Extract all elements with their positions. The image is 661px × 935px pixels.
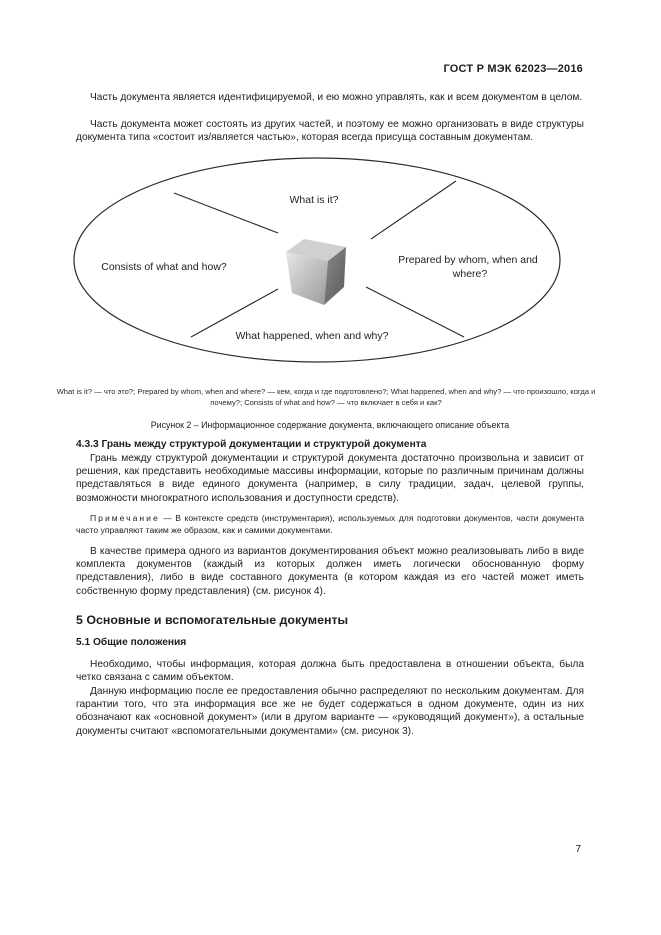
figure-legend: What is it? — что это?; Prepared by whom, when and where? — кем, когда и где подготовлено?; What happened, when and why? — что произошло, когда и почему?; Consists of what and how? — что включает в себя и как? bbox=[56, 387, 596, 407]
note-text: — В контексте средств (инструментария), используемых для подготовки документов, части документа часто управляют таким же образом, как и самими документами. bbox=[76, 513, 584, 535]
object-cube-icon bbox=[286, 239, 346, 305]
label-consists-of: Consists of what and how? bbox=[101, 261, 227, 273]
intro-paragraph-1: Часть документа является идентифицируемой, и ею можно управлять, как и всем документом в целом. bbox=[90, 92, 583, 103]
section-4-3-3-paragraph-1: Грань между структурой документации и структурой документа достаточно произвольна и зависит от решения, как представить необходимые массивы информации, которые по различным причинам должны представляться в виде единого документа (например, в силу традиции, задач, целевой группы, возможности многократного использования и доступности средств). bbox=[76, 453, 584, 504]
section-5-1-heading: 5.1 Общие положения bbox=[76, 637, 187, 648]
page-number: 7 bbox=[575, 844, 581, 855]
divider-top-left bbox=[174, 193, 278, 233]
section-5-1-paragraph-1: Необходимо, чтобы информация, которая должна быть предоставлена в отношении объекта, была четко связана с самим объектом. bbox=[76, 659, 584, 684]
section-4-3-3-paragraph-2: В качестве примера одного из вариантов документирования объект можно реализовывать либо в виде комплекта документов (каждый из которых должен иметь логически обоснованную форму представления), либо в виде составного документа (в котором каждая из его частей может иметь собственную форму представления) (см. рисунок 4). bbox=[76, 546, 584, 597]
standard-header: ГОСТ Р МЭК 62023—2016 bbox=[443, 63, 583, 75]
label-prepared-by-1: Prepared by whom, when and bbox=[398, 254, 538, 266]
figure-caption: Рисунок 2 – Информационное содержание документа, включающего описание объекта bbox=[150, 420, 510, 430]
section-4-3-3-heading: 4.3.3 Грань между структурой документации и структурой документа bbox=[76, 439, 427, 450]
label-what-is-it: What is it? bbox=[289, 194, 339, 206]
intro-paragraph-2: Часть документа может состоять из других частей, и поэтому ее можно организовать в виде структуры документа типа «состоит из/является частью», которая всегда присуща составным документам. bbox=[76, 119, 584, 144]
label-what-happened: What happened, when and why? bbox=[235, 330, 389, 342]
divider-top-right bbox=[371, 181, 456, 239]
label-prepared-by-2: where? bbox=[452, 268, 488, 280]
note bbox=[76, 512, 584, 536]
information-content-diagram bbox=[66, 157, 586, 379]
note-label: Примечание bbox=[90, 513, 160, 523]
section-5-heading: 5 Основные и вспомогательные документы bbox=[76, 613, 349, 627]
section-5-1-paragraph-2: Данную информацию после ее предоставления обычно распределяют по нескольким документам. Для гарантии того, что эта информация все же не будет содержаться в одном документе, один из них обозначают как «основной документ» (или в другом варианте — «руководящий документ»), а остальные документы считают «вспомогательными документами» (см. рисунок 3). bbox=[76, 686, 584, 737]
